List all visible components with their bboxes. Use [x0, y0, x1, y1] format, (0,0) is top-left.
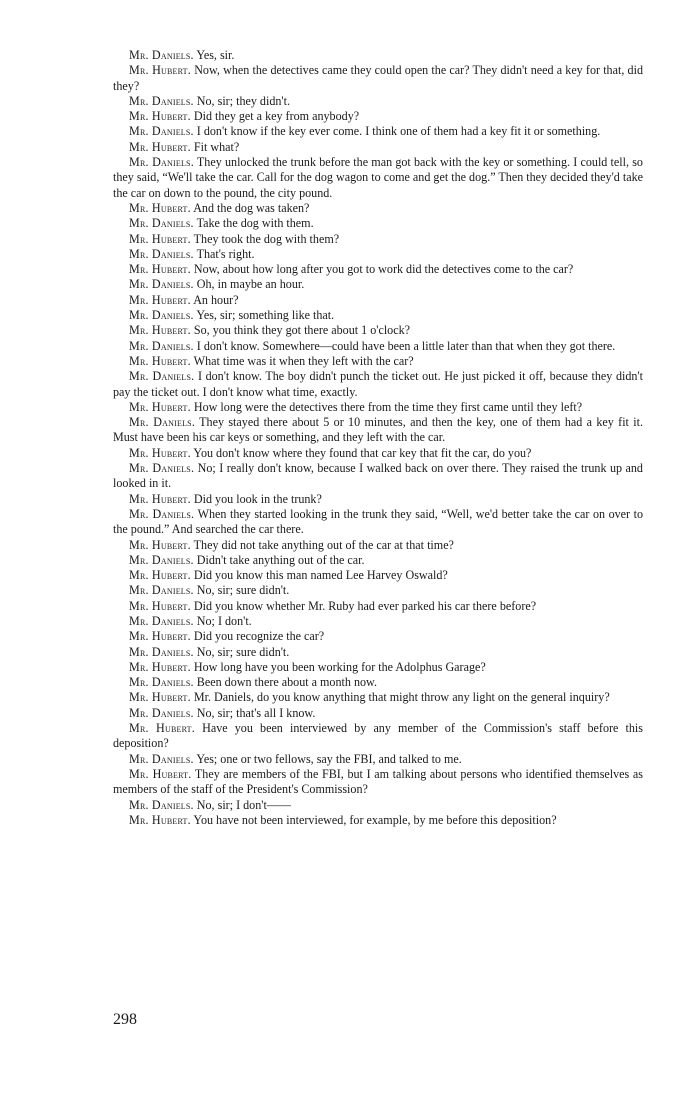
- statement-text: You don't know where they found that car key that fit the car, do you?: [193, 445, 532, 460]
- statement-text: Have you been interviewed by any member of the Commission's staff before this deposition?: [113, 721, 643, 751]
- speaker-label: Mr. Daniels.: [129, 155, 194, 170]
- speaker-label: Mr. Hubert.: [129, 353, 191, 368]
- statement-text: How long have you been working for the Adolphus Garage?: [193, 659, 486, 674]
- statement-text: Yes; one or two fellows, say the FBI, and talked to me.: [196, 751, 462, 766]
- statement-text: No; I don't.: [196, 613, 252, 628]
- speaker-label: Mr. Daniels.: [129, 552, 194, 567]
- transcript-paragraph: [113, 721, 643, 752]
- speaker-label: Mr. Hubert.: [129, 721, 195, 736]
- transcript-paragraph: [113, 247, 643, 262]
- speaker-label: Mr. Daniels.: [129, 277, 194, 292]
- speaker-label: Mr. Hubert.: [129, 200, 191, 215]
- transcript-paragraph: [113, 706, 643, 721]
- speaker-label: Mr. Hubert.: [129, 690, 191, 705]
- statement-text: That's right.: [196, 246, 255, 261]
- statement-text: Now, when the detectives came they could open the car? They didn't need a key for that, did they?: [113, 63, 643, 93]
- speaker-label: Mr. Hubert.: [129, 537, 191, 552]
- speaker-label: Mr. Daniels.: [129, 338, 194, 353]
- statement-text: Yes, sir; something like that.: [196, 308, 335, 323]
- statement-text: And the dog was taken?: [193, 200, 310, 215]
- statement-text: Did they get a key from anybody?: [193, 109, 360, 124]
- statement-text: No, sir; sure didn't.: [196, 644, 290, 659]
- statement-text: They stayed there about 5 or 10 minutes, and then the key, one of them had a key fit it. Must have been his car keys or something, and they left with the car.: [113, 415, 643, 445]
- statement-text: They unlocked the trunk before the man got back with the key or something. I could tell, so they said, “We'll take the car. Call for the dog wagon to come and get the dog.” Then they decided they'd take the car on down to the pound, the city pound.: [113, 155, 643, 200]
- transcript-paragraph: [113, 629, 643, 644]
- page-number: 298: [113, 1011, 137, 1028]
- speaker-label: Mr. Hubert.: [129, 63, 191, 78]
- deposition-transcript: [113, 48, 643, 828]
- speaker-label: Mr. Daniels.: [129, 308, 194, 323]
- statement-text: I don't know. Somewhere—could have been a little later than that when they got there.: [196, 338, 616, 353]
- transcript-paragraph: [113, 568, 643, 583]
- statement-text: No, sir; they didn't.: [196, 93, 290, 108]
- statement-text: What time was it when they left with the car?: [193, 353, 414, 368]
- statement-text: Oh, in maybe an hour.: [196, 277, 305, 292]
- speaker-label: Mr. Daniels.: [129, 48, 194, 62]
- speaker-label: Mr. Hubert.: [129, 445, 191, 460]
- speaker-label: Mr. Hubert.: [129, 766, 192, 781]
- statement-text: Take the dog with them.: [196, 216, 314, 231]
- speaker-label: Mr. Hubert.: [129, 491, 191, 506]
- transcript-paragraph: [113, 614, 643, 629]
- transcript-paragraph: [113, 124, 643, 139]
- speaker-label: Mr. Daniels.: [129, 705, 194, 720]
- statement-text: I don't know. The boy didn't punch the ticket out. He just picked it off, because they didn't pay the ticket out. I don't know what time, exactly.: [113, 369, 643, 399]
- transcript-paragraph: [113, 369, 643, 400]
- transcript-paragraph: [113, 400, 643, 415]
- statement-text: They took the dog with them?: [193, 231, 340, 246]
- speaker-label: Mr. Hubert.: [129, 231, 191, 246]
- transcript-paragraph: [113, 262, 643, 277]
- transcript-paragraph: [113, 308, 643, 323]
- statement-text: No, sir; that's all I know.: [196, 705, 316, 720]
- transcript-paragraph: [113, 813, 643, 828]
- speaker-label: Mr. Daniels.: [129, 797, 194, 812]
- transcript-paragraph: [113, 660, 643, 675]
- speaker-label: Mr. Daniels.: [129, 246, 194, 261]
- speaker-label: Mr. Daniels.: [129, 216, 194, 231]
- transcript-paragraph: [113, 492, 643, 507]
- transcript-paragraph: [113, 277, 643, 292]
- transcript-paragraph: [113, 140, 643, 155]
- transcript-paragraph: [113, 446, 643, 461]
- speaker-label: Mr. Daniels.: [129, 644, 194, 659]
- speaker-label: Mr. Hubert.: [129, 598, 191, 613]
- transcript-paragraph: [113, 752, 643, 767]
- statement-text: Yes, sir.: [196, 48, 235, 62]
- transcript-paragraph: [113, 323, 643, 338]
- transcript-paragraph: [113, 415, 643, 446]
- transcript-paragraph: [113, 94, 643, 109]
- transcript-paragraph: [113, 109, 643, 124]
- statement-text: Been down there about a month now.: [196, 675, 378, 690]
- transcript-paragraph: [113, 583, 643, 598]
- statement-text: How long were the detectives there from the time they first came until they left?: [193, 399, 583, 414]
- speaker-label: Mr. Hubert.: [129, 109, 191, 124]
- speaker-label: Mr. Daniels.: [129, 613, 194, 628]
- statement-text: Didn't take anything out of the car.: [196, 552, 365, 567]
- statement-text: No, sir; I don't——: [196, 797, 292, 812]
- transcript-paragraph: [113, 675, 643, 690]
- statement-text: Did you know whether Mr. Ruby had ever parked his car there before?: [193, 598, 537, 613]
- speaker-label: Mr. Daniels.: [129, 93, 194, 108]
- statement-text: An hour?: [193, 292, 239, 307]
- speaker-label: Mr. Hubert.: [129, 323, 191, 338]
- speaker-label: Mr. Daniels.: [129, 124, 194, 139]
- statement-text: Fit what?: [193, 139, 240, 154]
- speaker-label: Mr. Daniels.: [129, 415, 196, 430]
- transcript-paragraph: [113, 48, 643, 63]
- transcript-paragraph: [113, 767, 643, 798]
- transcript-paragraph: [113, 293, 643, 308]
- speaker-label: Mr. Hubert.: [129, 262, 191, 277]
- statement-text: They are members of the FBI, but I am talking about persons who identified themselves as members of the staff of the President's Commission?: [113, 766, 643, 797]
- statement-text: Did you know this man named Lee Harvey Oswald?: [193, 568, 448, 583]
- transcript-paragraph: [113, 690, 643, 705]
- transcript-paragraph: [113, 232, 643, 247]
- speaker-label: Mr. Hubert.: [129, 629, 191, 644]
- speaker-label: Mr. Hubert.: [129, 568, 191, 583]
- statement-text: No, sir; sure didn't.: [196, 583, 290, 598]
- speaker-label: Mr. Hubert.: [129, 139, 191, 154]
- statement-text: Did you look in the trunk?: [193, 491, 322, 506]
- speaker-label: Mr. Daniels.: [129, 461, 195, 476]
- transcript-paragraph: [113, 201, 643, 216]
- transcript-paragraph: [113, 354, 643, 369]
- statement-text: When they started looking in the trunk they said, “Well, we'd better take the car on over to the pound.” And searched the car there.: [113, 506, 643, 537]
- transcript-paragraph: [113, 461, 643, 492]
- speaker-label: Mr. Hubert.: [129, 659, 191, 674]
- speaker-label: Mr. Hubert.: [129, 292, 191, 307]
- statement-text: No; I really don't know, because I walked back on over there. They raised the trunk up and looked in it.: [113, 461, 643, 491]
- transcript-paragraph: [113, 553, 643, 568]
- statement-text: Did you recognize the car?: [193, 629, 325, 644]
- transcript-paragraph: [113, 645, 643, 660]
- speaker-label: Mr. Hubert.: [129, 399, 191, 414]
- statement-text: They did not take anything out of the car at that time?: [193, 537, 454, 552]
- speaker-label: Mr. Daniels.: [129, 506, 195, 521]
- statement-text: You have not been interviewed, for example, by me before this deposition?: [193, 812, 557, 827]
- transcript-paragraph: [113, 798, 643, 813]
- transcript-paragraph: [113, 216, 643, 231]
- statement-text: Now, about how long after you got to work did the detectives come to the car?: [193, 262, 574, 277]
- transcript-paragraph: [113, 339, 643, 354]
- transcript-paragraph: [113, 155, 643, 201]
- speaker-label: Mr. Daniels.: [129, 675, 194, 690]
- speaker-label: Mr. Daniels.: [129, 583, 194, 598]
- transcript-paragraph: [113, 599, 643, 614]
- speaker-label: Mr. Daniels.: [129, 751, 194, 766]
- speaker-label: Mr. Daniels.: [129, 369, 195, 384]
- statement-text: Mr. Daniels, do you know anything that might throw any light on the general inquiry?: [193, 690, 610, 705]
- transcript-paragraph: [113, 538, 643, 553]
- speaker-label: Mr. Hubert.: [129, 812, 191, 827]
- statement-text: I don't know if the key ever come. I think one of them had a key fit it or something.: [196, 124, 601, 139]
- transcript-paragraph: [113, 507, 643, 538]
- transcript-paragraph: [113, 63, 643, 94]
- statement-text: So, you think they got there about 1 o'clock?: [193, 323, 411, 338]
